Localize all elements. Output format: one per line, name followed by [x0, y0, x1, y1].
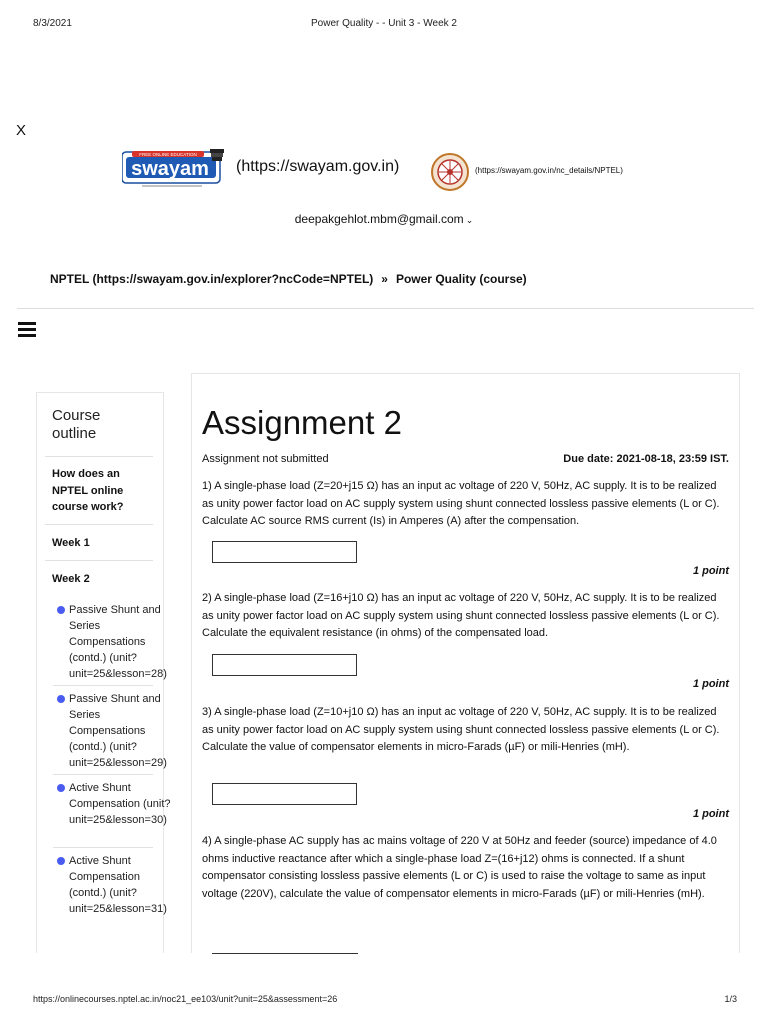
user-email[interactable]: deepakgehlot.mbm@gmail.com	[294, 212, 464, 226]
question-4-text: 4) A single-phase AC supply has ac mains voltage of 220 V at 50Hz and feeder (source) impedance of 4.0 ohms inductive reactance after which a single-phase load Z=(16+j12) ohms is connected. If a shunt compensator consisting lossless passive elements (L or C) is used to raise the voltage to same as input voltage (220V), calculate the value of compensator elements in micro-Farads (µF) or mili-Henries (mH).	[202, 835, 717, 900]
breadcrumb-nptel[interactable]: NPTEL (https://swayam.gov.in/explorer?ncCode=NPTEL)	[50, 272, 374, 286]
sidebar-item-week-1[interactable]: Week 1	[52, 537, 90, 549]
swayam-logo-graphic	[122, 148, 230, 190]
question-3-answer-input[interactable]	[212, 783, 357, 805]
breadcrumb-separator: »	[381, 272, 388, 286]
breadcrumb	[50, 272, 527, 286]
assignment-panel	[191, 373, 740, 953]
question-3-points: 1 point	[692, 808, 729, 820]
question-2-points: 1 point	[692, 678, 729, 690]
question-1-answer-input[interactable]	[212, 541, 357, 563]
nptel-logo-graphic	[430, 152, 470, 192]
question-1-points: 1 point	[692, 565, 729, 577]
due-date: Due date: 2021-08-18, 23:59 IST.	[563, 453, 729, 465]
sidebar-divider	[53, 774, 153, 775]
swayam-link[interactable]: (https://swayam.gov.in)	[236, 158, 400, 175]
lesson-status-icon	[57, 857, 65, 865]
question-2-text: 2) A single-phase load (Z=16+j10 Ω) has an input ac voltage of 220 V, 50Hz, AC supply. It is to be realized as unity power factor load on AC supply system using shunt connected lossless passive elements (L or C). Calculate the equivalent resistance (in ohms) of the compensated load.	[202, 592, 720, 639]
sidebar-divider	[45, 524, 153, 525]
swayam-wordmark: swayam	[131, 158, 209, 180]
menu-icon[interactable]	[18, 322, 36, 340]
sidebar-divider	[45, 456, 153, 457]
sidebar-divider	[53, 685, 153, 686]
page-number: 1/3	[724, 994, 737, 1004]
sidebar-divider	[53, 847, 153, 848]
print-title: Power Quality - - Unit 3 - Week 2	[311, 18, 457, 29]
submission-status: Assignment not submitted	[202, 453, 329, 465]
swayam-tagline: FREE ONLINE EDUCATION	[139, 152, 197, 157]
lesson-label[interactable]: Passive Shunt and Series Compensations (contd.) (unit?unit=25&lesson=28)	[69, 604, 167, 680]
lesson-status-icon	[57, 784, 65, 792]
question-3-text: 3) A single-phase load (Z=10+j10 Ω) has an input ac voltage of 220 V, 50Hz, AC supply. It is to be realized as unity power factor load on AC supply system using shunt connected lossless passive elements (L or C). Calculate the value of compensator elements in micro-Farads (µF) or mili-Henries (mH).	[202, 706, 720, 753]
sidebar-divider	[45, 560, 153, 561]
sidebar-item-how-it-works[interactable]: How does an NPTEL online course work?	[52, 468, 124, 513]
page-title: Assignment 2	[202, 404, 402, 441]
lesson-label[interactable]: Passive Shunt and Series Compensations (contd.) (unit?unit=25&lesson=29)	[69, 693, 167, 769]
nptel-logo[interactable]	[430, 152, 470, 192]
question-4-answer-input[interactable]	[212, 953, 358, 954]
question-1-text: 1) A single-phase load (Z=20+j15 Ω) has an input ac voltage of 220 V, 50Hz, AC supply. It is to be realized as unity power factor load on AC supply system using shunt connected lossless passive elements (L or C). Calculate AC source RMS current (Is) in Amperes (A) after the compensation.	[202, 480, 720, 527]
lesson-label[interactable]: Active Shunt Compensation (contd.) (unit?unit=25&lesson=31)	[69, 855, 167, 915]
lesson-status-icon	[57, 606, 65, 614]
nptel-link[interactable]: (https://swayam.gov.in/nc_details/NPTEL)	[475, 166, 623, 175]
close-button[interactable]: X	[16, 122, 27, 139]
lesson-status-icon	[57, 695, 65, 703]
print-url: https://onlinecourses.nptel.ac.in/noc21_ee103/unit?unit=25&assessment=26	[33, 994, 338, 1004]
course-outline-sidebar	[36, 392, 171, 953]
lesson-label[interactable]: Active Shunt Compensation (unit?unit=25&lesson=30)	[69, 782, 171, 826]
course-outline-title: Course outline	[52, 407, 101, 442]
print-date: 8/3/2021	[33, 18, 72, 29]
sidebar-item-week-2[interactable]: Week 2	[52, 573, 90, 585]
chevron-down-icon[interactable]: ⌄	[465, 215, 474, 225]
question-2-answer-input[interactable]	[212, 654, 357, 676]
header-divider	[17, 308, 754, 309]
breadcrumb-course[interactable]: Power Quality (course)	[395, 272, 527, 286]
user-menu[interactable]	[0, 212, 768, 226]
swayam-logo[interactable]	[122, 148, 230, 190]
